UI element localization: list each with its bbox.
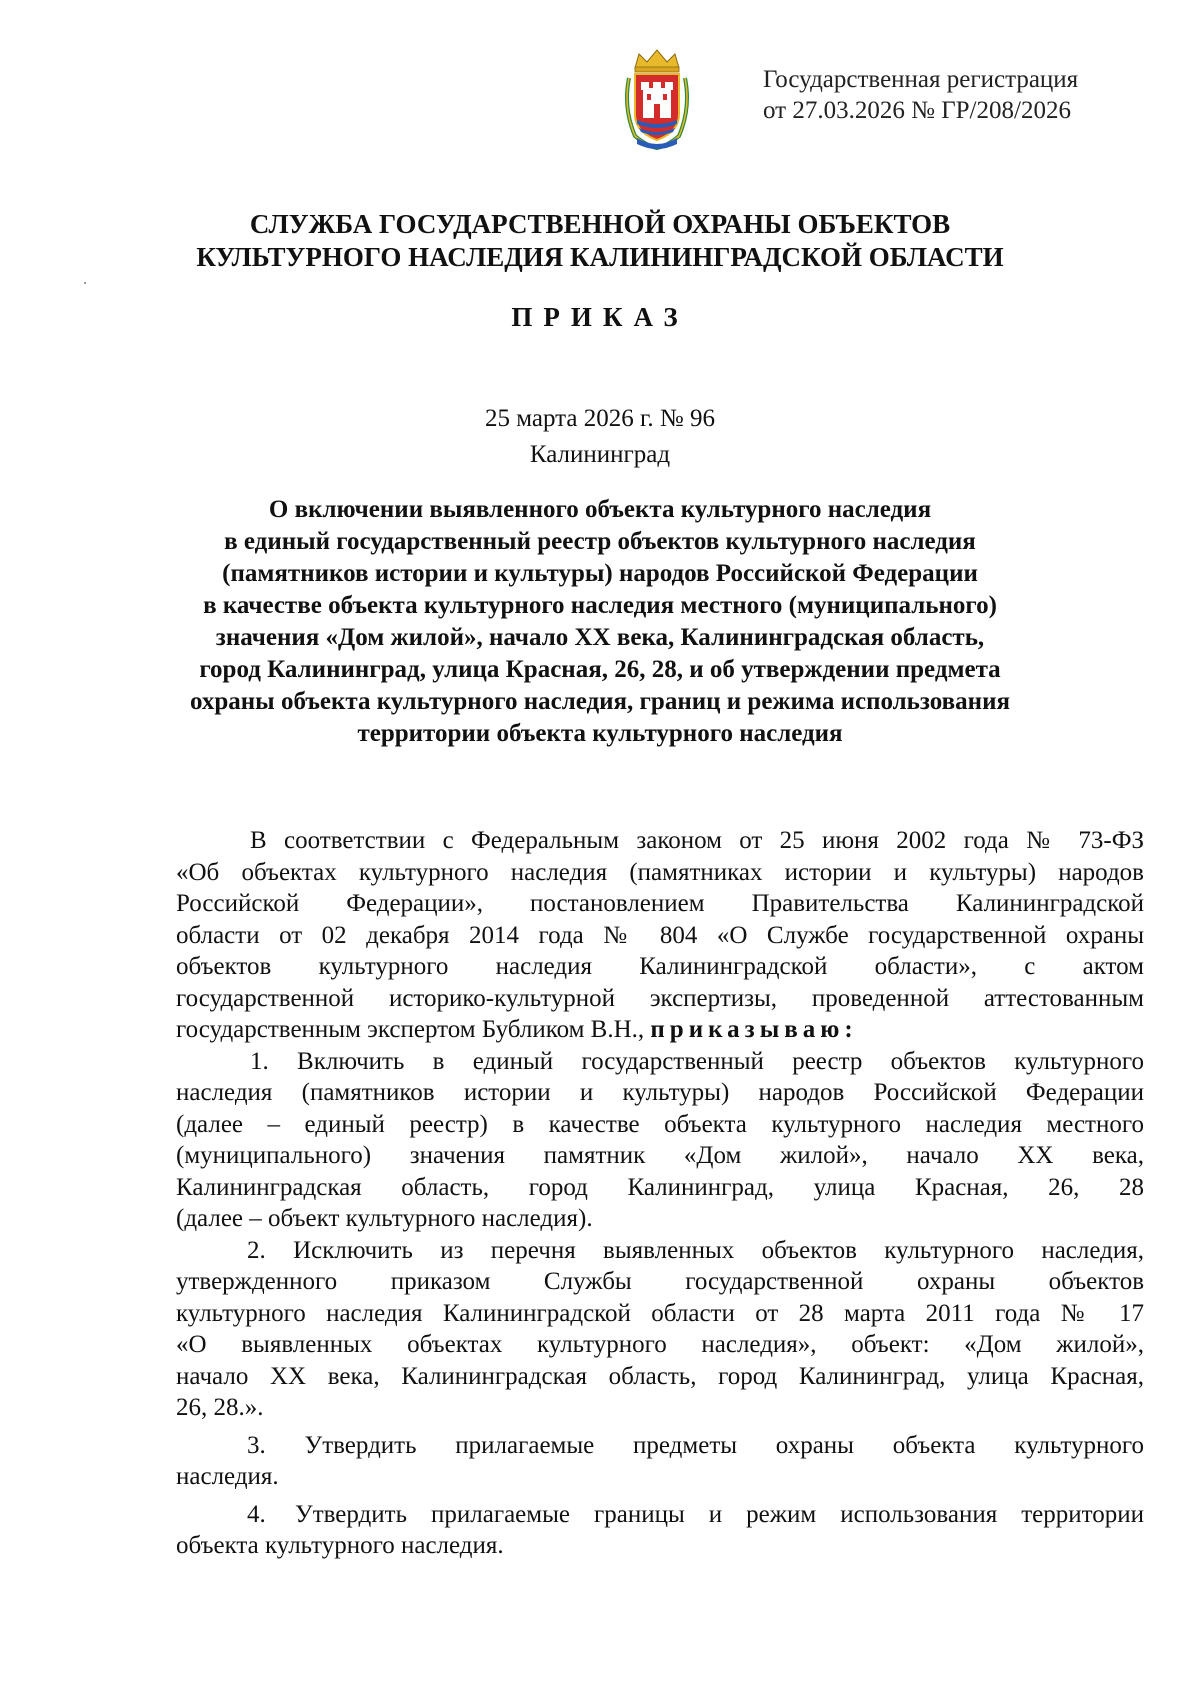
preamble-line: В соответствии с Федеральным законом от 25 июня 2002 года № 73-ФЗ xyxy=(250,827,1144,854)
preamble-last-line xyxy=(176,1014,1144,1046)
order-date-block xyxy=(0,401,1200,473)
subject-line: охраны объекта культурного наследия, границ и режима использования xyxy=(189,688,1011,715)
item-2-line: «О выявленных объектах культурного наследия», объект: «Дом жилой», xyxy=(176,1331,1144,1358)
scan-speck xyxy=(84,282,86,284)
item-4-line: объекта культурного наследия. xyxy=(176,1532,504,1559)
order-body xyxy=(176,825,1144,1562)
subject-line: город Калининград, улица Красная, 26, 28, и об утверждении предмета xyxy=(199,656,1001,683)
item-1-line: (далее – единый реестр) в качестве объекта культурного наследия местного xyxy=(176,1110,1144,1138)
subject-line: О включении выявленного объекта культурного наследия xyxy=(268,496,932,523)
item-1-line: наследия (памятников истории и культуры) народов Российской Федерации xyxy=(176,1079,1144,1106)
preamble-line: государственным экспертом Бубликом В.Н., xyxy=(176,1016,645,1043)
item-3-line: наследия. xyxy=(176,1463,279,1490)
subject-line: (памятников истории и культуры) народов Российской Федерации xyxy=(222,560,978,587)
preamble-line: области от 02 декабря 2014 года № 804 «О Службе государственной охраны xyxy=(176,921,1144,949)
preamble-paragraph xyxy=(176,825,1144,1046)
order-subject xyxy=(150,494,1050,750)
order-title: ПРИКАЗ xyxy=(511,302,689,332)
registration-number: от 27.03.2026 № ГР/208/2026 xyxy=(763,97,1071,124)
item-2-line: 2. Исключить из перечня выявленных объектов культурного наследия, xyxy=(247,1236,1144,1264)
item-2-line: 26, 28.». xyxy=(176,1394,264,1421)
preamble-line: государственной историко-культурной экспертизы, проведенной аттестованным xyxy=(176,984,1144,1012)
item-1-line: (далее – объект культурного наследия). xyxy=(176,1205,593,1232)
coat-of-arms-icon xyxy=(621,48,693,150)
item-2-paragraph xyxy=(176,1235,1144,1424)
item-1-line: Калининградская область, город Калининград, улица Красная, 26, 28 xyxy=(176,1173,1144,1201)
item-3-line: 3. Утвердить прилагаемые предметы охраны объекта культурного xyxy=(247,1431,1144,1459)
agency-name-line2: КУЛЬТУРНОГО НАСЛЕДИЯ КАЛИНИНГРАДСКОЙ ОБЛАСТИ xyxy=(196,242,1004,272)
agency-name xyxy=(0,208,1200,274)
preamble-line: «Об объектах культурного наследия (памятниках истории и культуры) народов xyxy=(176,858,1144,886)
item-4-first-line xyxy=(176,1499,1144,1531)
state-registration xyxy=(763,64,1078,126)
agency-name-line1: СЛУЖБА ГОСУДАРСТВЕННОЙ ОХРАНЫ ОБЪЕКТОВ xyxy=(249,209,951,239)
item-2-line: утвержденного приказом Службы государственной охраны объектов xyxy=(176,1268,1144,1295)
order-date-number: 25 марта 2026 г. № 96 xyxy=(484,405,716,432)
subject-line: значения «Дом жилой», начало XX века, Калининградская область, xyxy=(215,624,985,651)
item-2-line: культурного наследия Калининградской области от 28 марта 2011 года № 17 xyxy=(176,1299,1144,1327)
item-1-line: (муниципального) значения памятник «Дом жилой», начало XX века, xyxy=(176,1142,1144,1169)
item-2-line: начало XX века, Калининградская область, город Калининград, улица Красная, xyxy=(176,1362,1144,1390)
preamble-line: Российской Федерации», постановлением Правительства Калининградской xyxy=(176,890,1144,917)
item-1-line: 1. Включить в единый государственный реестр объектов культурного xyxy=(250,1047,1144,1075)
subject-line: территории объекта культурного наследия xyxy=(357,720,843,747)
item-4-line: Утвердить прилагаемые границы и режим использования территории xyxy=(295,1500,1144,1528)
subject-line: в единый государственный реестр объектов культурного наследия xyxy=(224,528,976,555)
order-command: приказываю: xyxy=(650,1016,858,1043)
registration-title: Государственная регистрация xyxy=(763,66,1079,93)
order-city: Калининград xyxy=(529,441,671,468)
item-3-paragraph xyxy=(176,1430,1144,1493)
item-4-paragraph xyxy=(176,1499,1144,1562)
item-4-number: 4. xyxy=(247,1500,266,1528)
preamble-line: объектов культурного наследия Калининградской области», с актом xyxy=(176,953,1144,980)
subject-line: в качестве объекта культурного наследия местного (муниципального) xyxy=(203,592,997,619)
item-1-paragraph xyxy=(176,1046,1144,1235)
